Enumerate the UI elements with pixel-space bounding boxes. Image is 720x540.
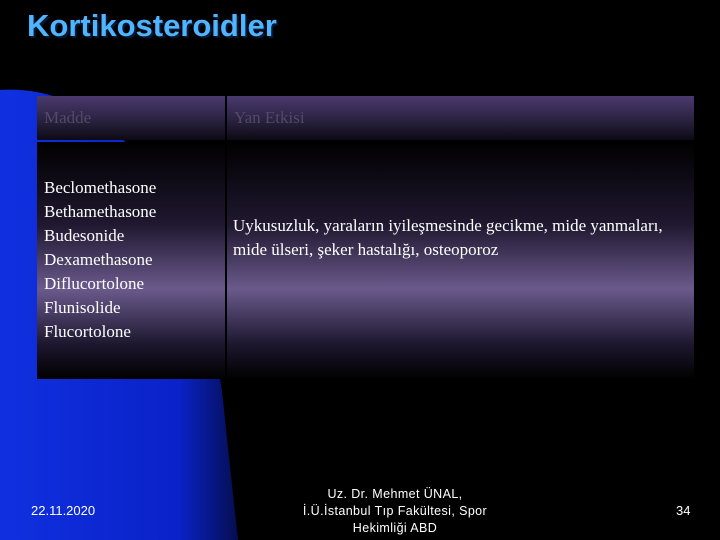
side-effects-table (37, 96, 694, 379)
footer-author (260, 486, 530, 537)
footer-author-line: Uz. Dr. Mehmet ÜNAL, (327, 487, 463, 501)
footer-author-line: Hekimliği ABD (352, 521, 438, 535)
side-effects-text: Uykusuzluk, yaraların iyileşmesinde gecikme, mide yanmaları, mide ülseri, şeker hastalığı, osteoporoz (233, 216, 663, 259)
drug-item: Flunisolide (44, 298, 121, 317)
drug-item: Budesonide (44, 226, 125, 245)
drug-list (44, 176, 156, 344)
drug-item: Diflucortolone (44, 274, 145, 293)
drug-item: Bethamethasone (44, 202, 157, 221)
header-cell-side-effect (227, 96, 694, 140)
header-substance: Madde (44, 108, 92, 127)
page-number: 34 (676, 503, 691, 518)
side-effects-cell (227, 142, 694, 379)
header-side-effect: Yan Etkisi (234, 108, 305, 127)
slide-title: Kortikosteroidler (27, 8, 277, 43)
footer-author-line: İ.Ü.İstanbul Tıp Fakültesi, Spor (302, 504, 488, 518)
drug-item: Dexamethasone (44, 250, 153, 269)
drug-list-cell (37, 142, 225, 379)
drug-item: Flucortolone (44, 322, 131, 341)
drug-item: Beclomethasone (44, 178, 157, 197)
header-cell-substance (37, 96, 225, 140)
footer-date: 22.11.2020 (31, 503, 96, 518)
